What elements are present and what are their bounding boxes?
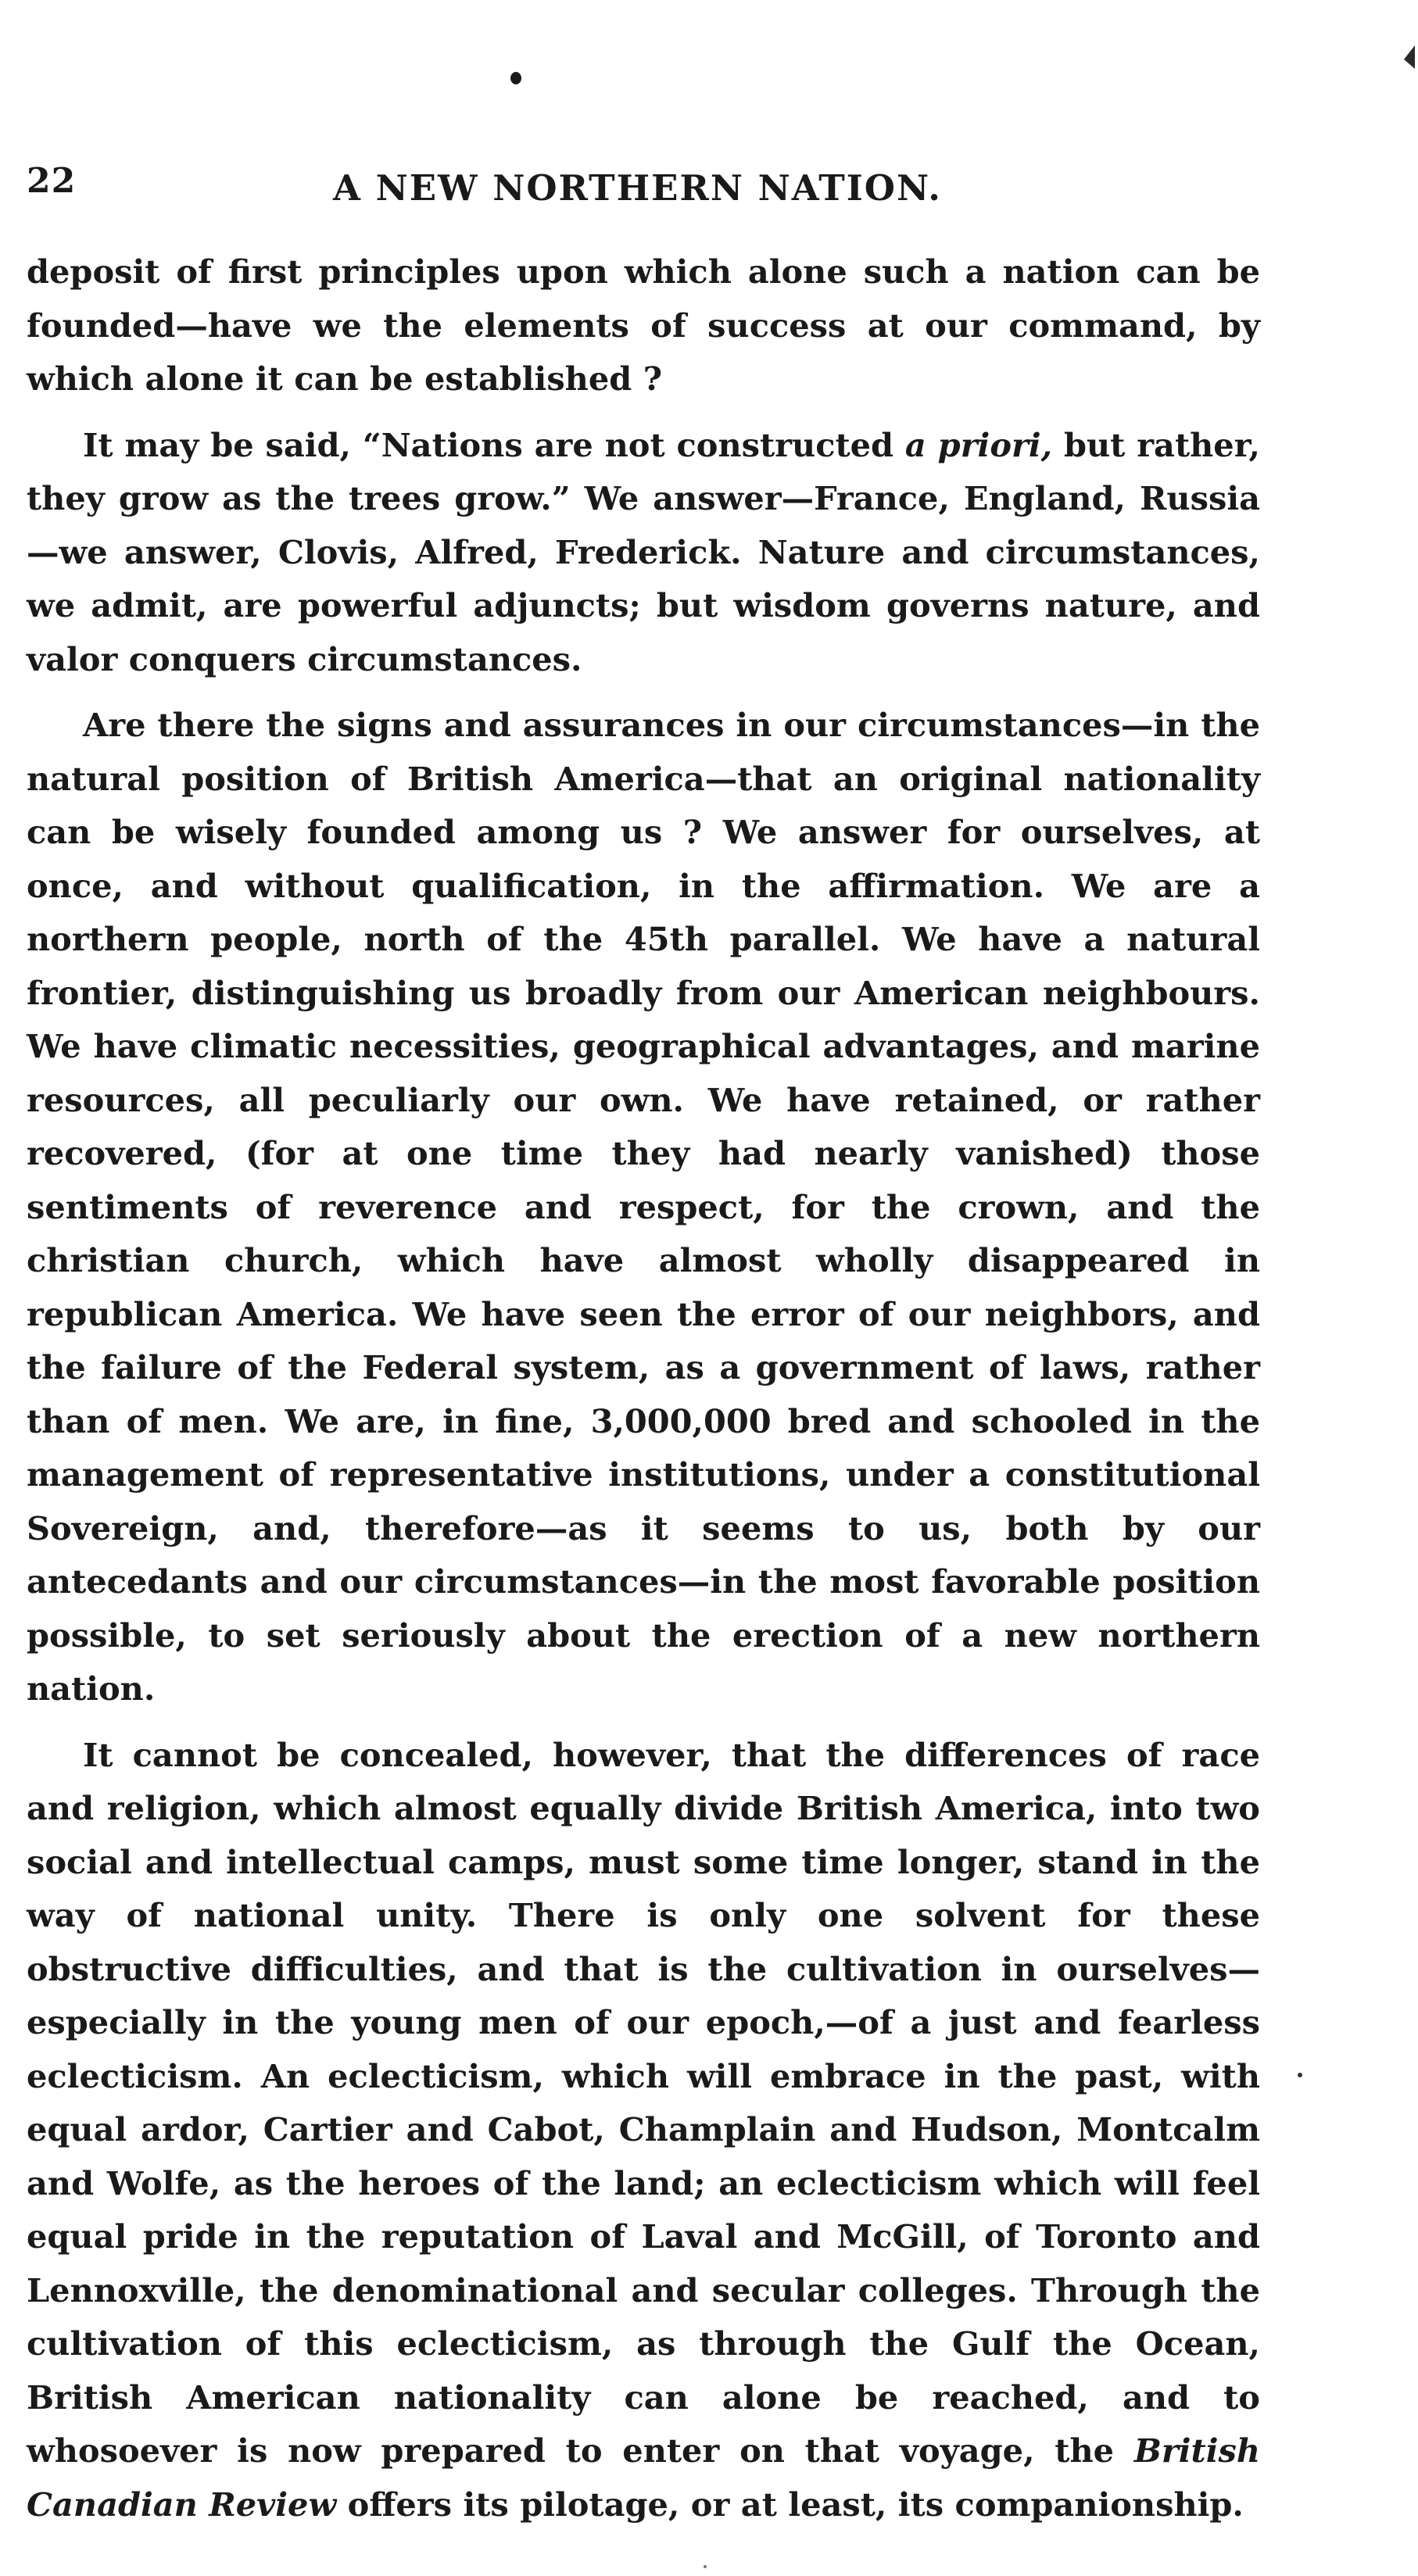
paragraph-2 xyxy=(27,419,1260,687)
margin-dot xyxy=(1298,2073,1302,2077)
paragraph-3: Are there the signs and assurances in our circumstances—in the natural position of British America—that an original nationality can be wisely founded among us ? We answer for ourselves, at once, and without qualification, in the affirmation. We are a northern people, north of the 45th parallel. We have a natural frontier, distinguishing us broadly from our American neighbours. We have climatic necessities, geographical advantages, and marine resources, all peculiarly our own. We have retained, or rather recovered, (for at one time they had nearly vanished) those sentiments of reverence and respect, for the crown, and the christian church, which have almost wholly disappeared in republican America. We have seen the error of our neighbors, and the failure of the Federal system, as a government of laws, rather than of men. We are, in fine, 3,000,000 bred and schooled in the management of representative institutions, under a constitutional Sovereign, and, therefore—as it seems to us, both by our antecedants and our circumstances—in the most favorable position possible, to set seriously about the erection of a new northern nation. xyxy=(27,706,1260,1708)
paragraph-2-text-before: It may be said, “Nations are not constructed xyxy=(83,425,905,464)
paragraph-4 xyxy=(27,1729,1260,2532)
paragraph-2-text-after: but rather, they grow as the trees grow.” We answer—France, England, Russia—we answer, Clovis, Alfred, Frederick. Nature and circumstances, we admit, are powerful adjuncts; but wisdom governs nature, and valor conquers circumstances. xyxy=(27,425,1260,678)
paragraph-4-italic: British Canadian Review xyxy=(27,2431,1260,2524)
paragraph-1: deposit of first principles upon which alone such a nation can be founded—have we the elements of success at our command, by which alone it can be established ? xyxy=(27,252,1260,398)
paragraph-4-text-before: It cannot be concealed, however, that the differences of race and religion, which almost equally divide British America, into two social and intellectual camps, must some time longer, stand in the way of national unity. There is only one solvent for these obstructive difficulties, and that is the cultivation in ourselves—especially in the young men of our epoch,—of a just and fearless eclecticism. An eclecticism, which will embrace in the past, with equal ardor, Cartier and Cabot, Champlain and Hudson, Montcalm and Wolfe, as the heroes of the land; an eclecticism which will feel equal pride in the reputation of Laval and McGill, of Toronto and Lennoxville, the denominational and secular colleges. Through the cultivation of this eclecticism, as through the Gulf the Ocean, British American nationality can alone be reached, and to whosoever is now prepared to enter on that voyage, the xyxy=(27,1735,1260,2470)
page-header xyxy=(27,161,1012,216)
bottom-dot xyxy=(704,2565,707,2568)
ink-speck xyxy=(510,72,521,84)
page-number: 22 xyxy=(27,161,77,201)
paragraph-4-text-after: offers its pilotage, or at least, its companionship. xyxy=(336,2485,1244,2524)
running-head: A NEW NORTHERN NATION. xyxy=(333,167,942,209)
body-text xyxy=(27,245,1260,2544)
paragraph-2-italic: a priori, xyxy=(904,425,1053,464)
page-edge-mark xyxy=(1404,45,1415,69)
